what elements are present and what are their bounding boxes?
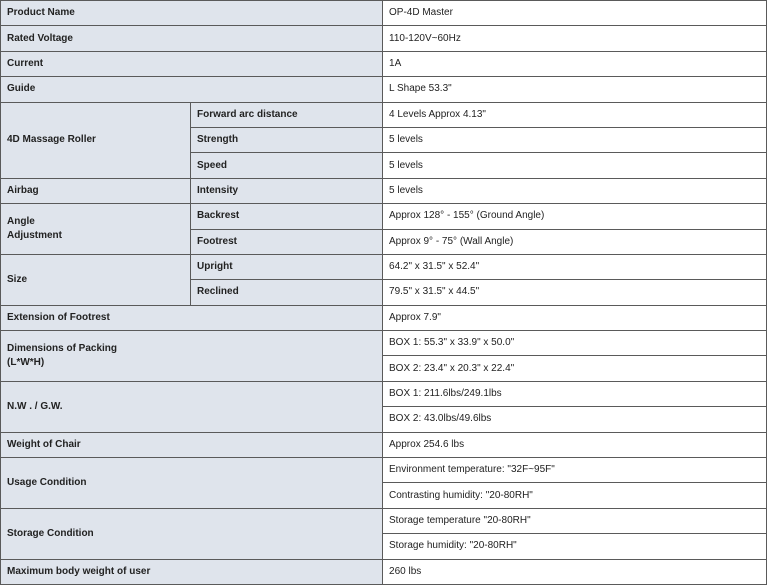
- row-value: 110-120V~60Hz: [383, 26, 767, 51]
- row-value: Contrasting humidity: "20-80RH": [383, 483, 767, 508]
- row-label: Airbag: [1, 178, 191, 203]
- table-row: [1, 432, 767, 457]
- row-label: Usage Condition: [1, 458, 383, 509]
- row-value: BOX 1: 55.3" x 33.9" x 50.0": [383, 331, 767, 356]
- row-value: Environment temperature: "32F~95F": [383, 458, 767, 483]
- row-value: 260 lbs: [383, 559, 767, 584]
- row-label: Product Name: [1, 1, 383, 26]
- table-row: [1, 331, 767, 356]
- row-value: Storage temperature "20-80RH": [383, 508, 767, 533]
- row-value: Approx 9° - 75° (Wall Angle): [383, 229, 767, 254]
- row-label: [1, 204, 191, 255]
- table-row: [1, 254, 767, 279]
- table-row: [1, 305, 767, 330]
- row-value: 5 levels: [383, 127, 767, 152]
- row-label: Rated Voltage: [1, 26, 383, 51]
- table-row: [1, 1, 767, 26]
- row-value: Approx 254.6 lbs: [383, 432, 767, 457]
- row-value: L Shape 53.3": [383, 77, 767, 102]
- row-value: 64.2" x 31.5" x 52.4": [383, 254, 767, 279]
- row-label: [1, 331, 383, 382]
- sub-label: Speed: [191, 153, 383, 178]
- sub-label: Intensity: [191, 178, 383, 203]
- row-label: Maximum body weight of user: [1, 559, 383, 584]
- row-label: Size: [1, 254, 191, 305]
- sub-label: Footrest: [191, 229, 383, 254]
- row-label: Extension of Footrest: [1, 305, 383, 330]
- table-row: [1, 559, 767, 584]
- row-label-line: (L*W*H): [7, 356, 45, 368]
- row-value: BOX 2: 23.4" x 20.3" x 22.4": [383, 356, 767, 381]
- table-row: [1, 102, 767, 127]
- row-value: 4 Levels Approx 4.13": [383, 102, 767, 127]
- row-value: OP-4D Master: [383, 1, 767, 26]
- row-label-line: Dimensions of Packing: [7, 342, 118, 354]
- row-label: Storage Condition: [1, 508, 383, 559]
- table-row: [1, 178, 767, 203]
- sub-label: Strength: [191, 127, 383, 152]
- table-row: [1, 508, 767, 533]
- row-value: BOX 2: 43.0lbs/49.6lbs: [383, 407, 767, 432]
- row-value: BOX 1: 211.6lbs/249.1lbs: [383, 381, 767, 406]
- row-label: Weight of Chair: [1, 432, 383, 457]
- table-row: [1, 458, 767, 483]
- row-label: N.W . / G.W.: [1, 381, 383, 432]
- sub-label: Upright: [191, 254, 383, 279]
- row-value: 5 levels: [383, 178, 767, 203]
- row-label: Guide: [1, 77, 383, 102]
- table-row: [1, 51, 767, 76]
- row-value: 1A: [383, 51, 767, 76]
- row-value: 5 levels: [383, 153, 767, 178]
- table-row: [1, 77, 767, 102]
- sub-label: Reclined: [191, 280, 383, 305]
- sub-label: Forward arc distance: [191, 102, 383, 127]
- row-label: 4D Massage Roller: [1, 102, 191, 178]
- table-row: [1, 204, 767, 229]
- row-value: 79.5" x 31.5" x 44.5": [383, 280, 767, 305]
- row-value: Approx 7.9": [383, 305, 767, 330]
- table-row: [1, 26, 767, 51]
- row-label: Current: [1, 51, 383, 76]
- row-label-line: Adjustment: [7, 230, 62, 242]
- row-label-line: Angle: [7, 216, 35, 228]
- row-value: Approx 128° - 155° (Ground Angle): [383, 204, 767, 229]
- sub-label: Backrest: [191, 204, 383, 229]
- table-row: [1, 381, 767, 406]
- row-value: Storage humidity: "20-80RH": [383, 534, 767, 559]
